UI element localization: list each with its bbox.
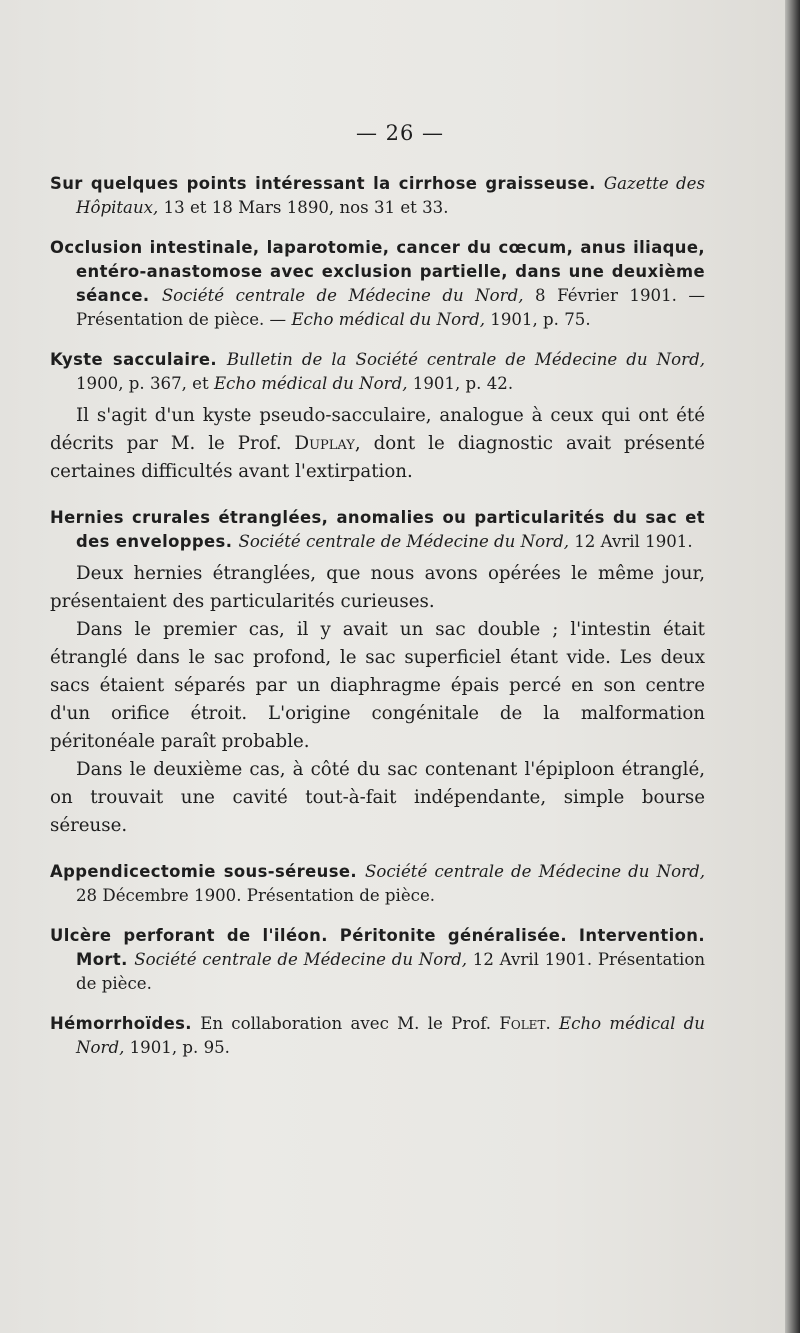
entry-details: 1901, p. 95.: [124, 1038, 230, 1057]
document-body: [50, 172, 705, 1076]
page-edge-shadow: [785, 0, 800, 1333]
entry-title: Kyste sacculaire.: [50, 350, 217, 369]
entry-details-prefix: En collaboration avec M. le Prof.: [191, 1014, 500, 1033]
page-number: — 26 —: [355, 121, 445, 145]
entry-source: Société centrale de Médecine du Nord,: [134, 950, 468, 969]
entry-source: Société centrale de Médecine du Nord,: [238, 532, 569, 551]
bibliography-entry: [50, 860, 705, 908]
entry-source: Echo médical du Nord,: [76, 1014, 705, 1057]
bibliography-entry: [50, 924, 705, 996]
paragraph: Dans le premier cas, il y avait un sac double ; l'intestin était étranglé dans le sac profond, le sac superficiel étant vide. Les deux sacs étaient séparés par un diaphragme épais percé en son centre d'un orifice étroit. L'origine congénitale de la malformation péritonéale paraît probable.: [50, 619, 705, 752]
entry-source-2: Echo médical du Nord,: [291, 310, 485, 329]
entry-source: Gazette des Hôpitaux,: [76, 174, 705, 217]
entry-details: 13 et 18 Mars 1890, nos 31 et 33.: [158, 198, 449, 217]
entry-source: Bulletin de la Société centrale de Médecine du Nord,: [226, 350, 705, 369]
entry-title: Sur quelques points intéressant la cirrhose graisseuse.: [50, 174, 596, 193]
entry-title: Appendicectomie sous-séreuse.: [50, 862, 358, 881]
entry-source: Société centrale de Médecine du Nord,: [365, 862, 705, 881]
entry-details: 28 Décembre 1900. Présentation de pièce.: [76, 886, 436, 905]
entry-details: 8 Février 1901. — Présentation de pièce. —: [76, 286, 706, 329]
bibliography-entry: [50, 1012, 705, 1060]
entry-details: 1900, p. 367, et: [76, 374, 214, 393]
entry-title: Hernies crurales étranglées, anomalies ou particularités du sac et des enveloppes.: [50, 508, 705, 551]
bibliography-entry: [50, 172, 705, 220]
author-name: Duplay: [294, 433, 355, 454]
bibliography-entry: [50, 348, 705, 486]
entry-title: Ulcère perforant de l'iléon. Péritonite généralisée. Intervention. Mort.: [50, 926, 705, 969]
entry-details-mid: .: [545, 1014, 560, 1033]
paragraph: Deux hernies étranglées, que nous avons opérées le même jour, présentaient des particularités curieuses.: [50, 563, 705, 612]
bibliography-entry: [50, 236, 705, 332]
entry-description: [50, 560, 705, 840]
entry-title: Hémorrhoïdes.: [50, 1014, 192, 1033]
entry-title: Occlusion intestinale, laparotomie, cancer du cœcum, anus iliaque, entéro-anastomose avec exclusion partielle, dans une deuxième séance.: [50, 238, 705, 305]
author-name: Folet: [499, 1014, 546, 1033]
paragraph: Dans le deuxième cas, à côté du sac contenant l'épiploon étranglé, on trouvait une cavité tout-à-fait indépendante, simple bourse séreuse.: [50, 759, 705, 836]
paragraph: Il s'agit d'un kyste pseudo-sacculaire, analogue à ceux qui ont été décrits par M. le Prof. Duplay, dont le diagnostic avait présenté certaines difficultés avant l'extirpation.: [50, 405, 705, 482]
bibliography-entry: [50, 506, 705, 840]
entry-details-2: 1901, p. 42.: [407, 374, 514, 393]
entry-details: 12 Avril 1901.: [568, 532, 693, 551]
entry-description: [50, 402, 705, 486]
entry-details: 12 Avril 1901. Présentation de pièce.: [76, 950, 706, 993]
entry-source-2: Echo médical du Nord,: [213, 374, 408, 393]
entry-details-2: 1901, p. 75.: [484, 310, 591, 329]
entry-source: Société centrale de Médecine du Nord,: [161, 286, 524, 305]
